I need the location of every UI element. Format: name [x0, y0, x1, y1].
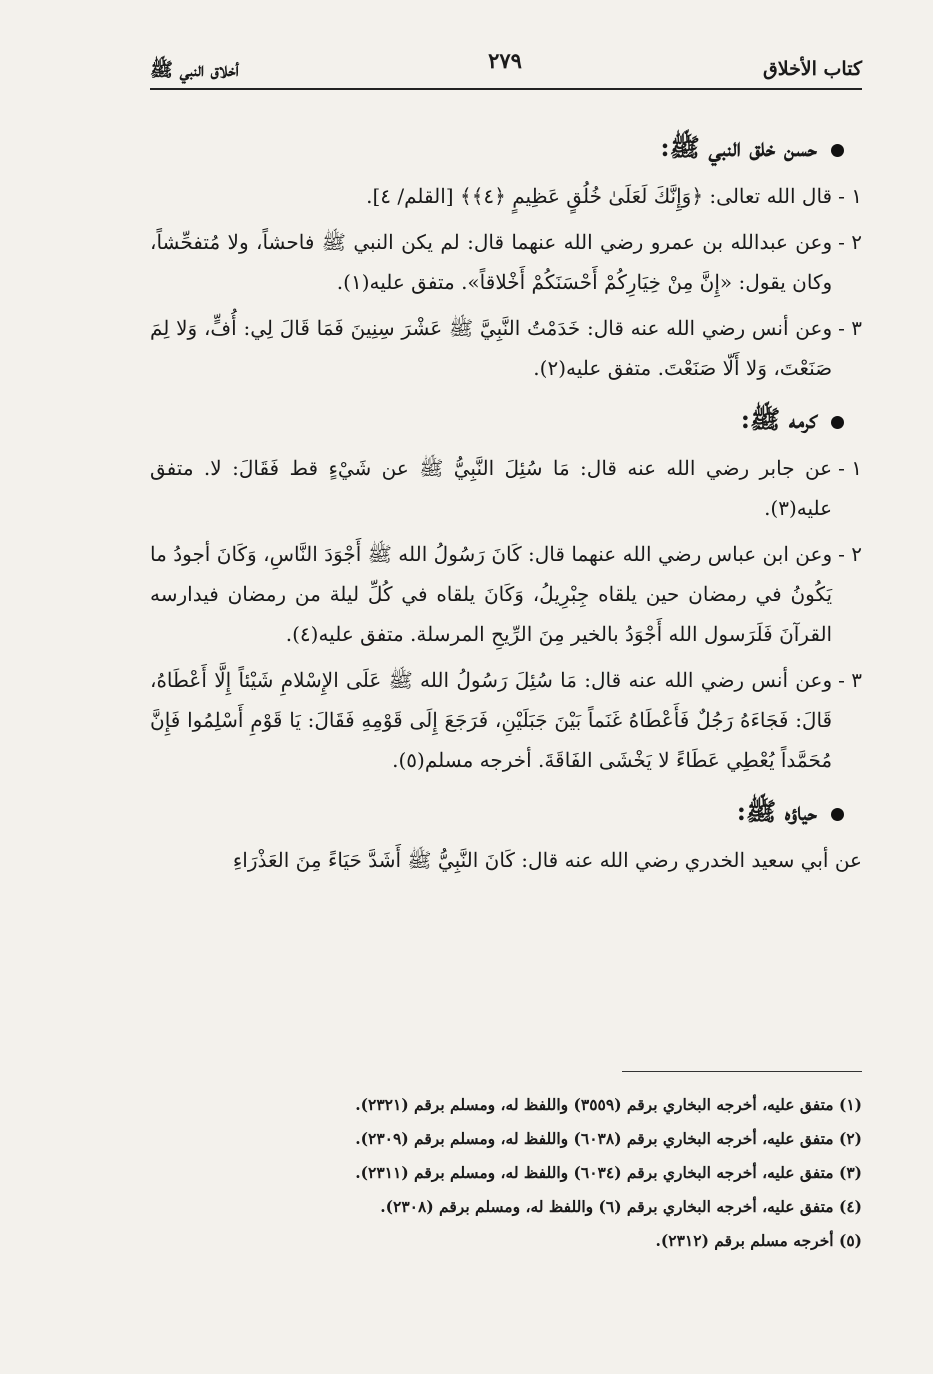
- page-header: [150, 48, 862, 90]
- item-number: ٢ -: [838, 542, 862, 566]
- item-text: وعن عبدالله بن عمرو رضي الله عنهما قال: لم يكن النبي ﷺ فاحشاً، ولا مُتفحِّشاً، وكان يقول: «إِنَّ مِنْ خِيَارِكُمْ أَحْسَنَكُمْ أَخْلاقاً». متفق عليه(١).: [150, 230, 833, 294]
- page-number: ٢٧٩: [488, 48, 522, 73]
- hadith-item: [150, 176, 862, 216]
- bullet-icon: [831, 416, 844, 429]
- section-heading-modesty: [150, 794, 844, 834]
- item-text: وعن أنس رضي الله عنه قال: خَدَمْتُ النَّبِيَّ ﷺ عَشْرَ سِنِينَ فَمَا قَالَ لِي: أُفٍّ، وَلا لِمَ صَنَعْتَ، وَلا أَلّا صَنَعْتَ. متفق عليه(٢).: [150, 316, 833, 380]
- bullet-icon: [831, 808, 844, 821]
- section-heading-text: حسن خلق النبي ﷺ:: [660, 132, 817, 162]
- hadith-item: [150, 222, 862, 302]
- section-heading-text: حياؤه ﷺ:: [736, 796, 817, 826]
- item-number: ٣ -: [838, 316, 862, 340]
- hadith-item: [150, 448, 862, 528]
- page-body: [150, 130, 862, 880]
- item-text: وعن أنس رضي الله عنه قال: مَا سُئِلَ رَسُولُ الله ﷺ عَلَى الإِسْلامِ شَيْئاً إِلَّا أَعْطَاهُ، قَالَ: فَجَاءَهُ رَجُلٌ فَأَعْطَاهُ غَنَماً بَيْنَ جَبَلَيْنِ، فَرَجَعَ إِلَى قَوْمِهِ فَقَالَ: يَا قَوْمِ أَسْلِمُوا فَإِنَّ مُحَمَّداً يُعْطِي عَطَاءً لا يَخْشَى الفَاقَةَ. أخرجه مسلم(٥).: [150, 668, 833, 772]
- footnotes: [150, 1088, 862, 1258]
- section-heading-text: كرمه ﷺ:: [740, 404, 817, 434]
- bullet-icon: [831, 144, 844, 157]
- hadith-item: [150, 660, 862, 780]
- hadith-paragraph: عن أبي سعيد الخدري رضي الله عنه قال: كَانَ النَّبِيُّ ﷺ أَشَدَّ حَيَاءً مِنَ العَذْرَاءِ: [232, 848, 862, 872]
- footnote-separator: [622, 1071, 862, 1072]
- footnote: (١) متفق عليه، أخرجه البخاري برقم (٣٥٥٩) واللفظ له، ومسلم برقم (٢٣٢١).: [355, 1095, 862, 1114]
- footnote: (٥) أخرجه مسلم برقم (٢٣١٢).: [655, 1231, 862, 1250]
- hadith-item: [150, 534, 862, 654]
- hadith-item: [150, 308, 862, 388]
- item-number: ٢ -: [838, 230, 862, 254]
- footnote: (٣) متفق عليه، أخرجه البخاري برقم (٦٠٣٤) واللفظ له، ومسلم برقم (٢٣١١).: [355, 1163, 862, 1182]
- section-heading-good-character: [150, 130, 844, 170]
- footnote: (٤) متفق عليه، أخرجه البخاري برقم (٦) واللفظ له، ومسلم برقم (٢٣٠٨).: [380, 1197, 862, 1216]
- item-text: قال الله تعالى: ﴿وَإِنَّكَ لَعَلَىٰ خُلُقٍ عَظِيمٍ ﴿٤﴾﴾ [القلم/ ٤].: [366, 184, 833, 208]
- item-number: ٣ -: [838, 668, 862, 692]
- item-text: وعن ابن عباس رضي الله عنهما قال: كَانَ رَسُولُ الله ﷺ أَجْوَدَ النَّاسِ، وَكَانَ أجودُ ما يَكُونُ في رمضان حين يلقاه جِبْرِيلُ، وَكَانَ يلقاه في كُلِّ ليلة من رمضان فيدارسه القرآنَ فَلَرَسول الله أَجْوَدُ بالخير مِنَ الرِّيحِ المرسلة. متفق عليه(٤).: [150, 542, 833, 646]
- item-text: عن جابر رضي الله عنه قال: مَا سُئِلَ النَّبِيُّ ﷺ عن شَيْءٍ قط فَقَالَ: لا. متفق عليه(٣).: [150, 456, 833, 520]
- item-number: ١ -: [838, 456, 862, 480]
- section-heading-generosity: [150, 402, 844, 442]
- footnote: (٢) متفق عليه، أخرجه البخاري برقم (٦٠٣٨) واللفظ له، ومسلم برقم (٢٣٠٩).: [355, 1129, 862, 1148]
- item-number: ١ -: [838, 184, 862, 208]
- chapter-title: أخلاق النبي ﷺ: [150, 59, 239, 81]
- book-title: كتاب الأخلاق: [762, 58, 862, 80]
